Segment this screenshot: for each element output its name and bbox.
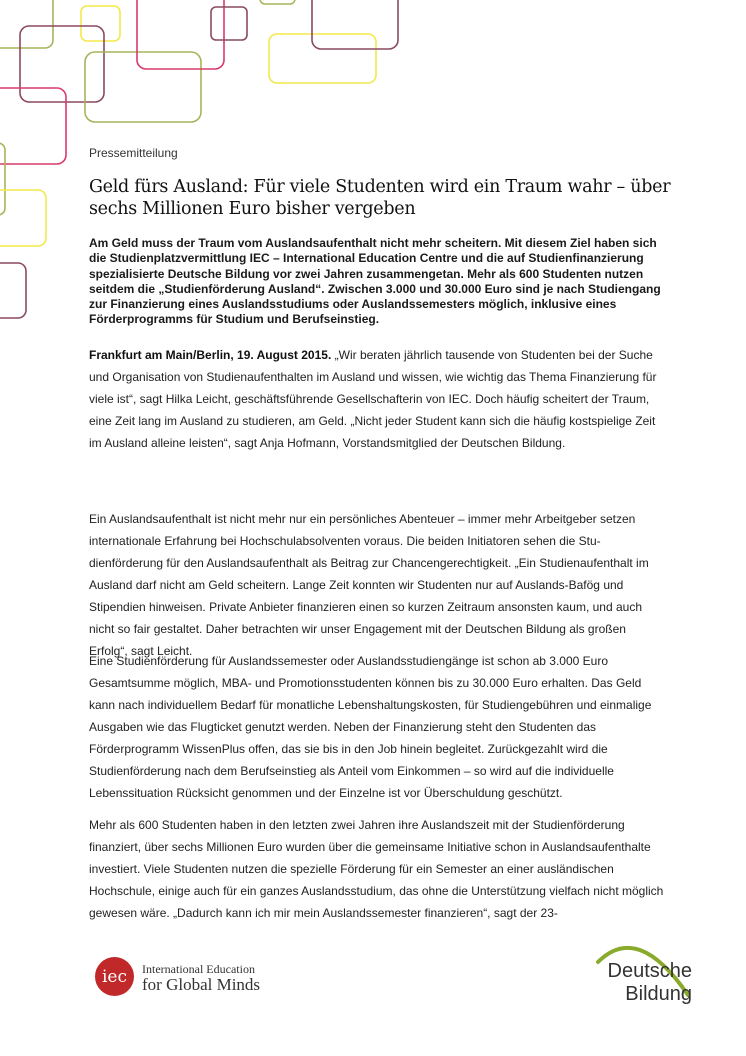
deco-rect <box>81 6 120 41</box>
body-paragraph-2: Ein Auslandsaufenthalt ist nicht mehr nur ein persönliches Abenteuer – immer mehr Arbeitgeber setzen internationale Erfahrung bei Hochschulabsolventen voraus. Die beiden Initiatoren sehen die Studienförderung für den Auslandsaufenthalt als Beitrag zur Chancengerechtigkeit. „Ein Studienaufenthalt im Ausland darf nicht am Geld scheitern. Lange Zeit konnten wir Studenten nur auf Auslands-Bafög und Stipendien hinweisen. Private Anbieter finanzieren einen so kurzen Zeitraum ansonsten kaum, und auch nicht so fair gestaltet. Daher betrachten wir unser Engagement mit der Deutschen Bildung als großen Erfolg“, sagt Leicht. <box>89 512 649 658</box>
body-paragraph-4: Mehr als 600 Studenten haben in den letzten zwei Jahren ihre Auslandszeit mit der Studienförderung finanziert, über sechs Millionen Euro wurden über die gemeinsame Initiative schon in Auslandsaufenthalte investiert. Viele Studenten nutzen die spezielle Förderung für ein Semester an einer ausländischen Hochschule, einige auch für ein ganzes Auslandsstudium, das ohne die Unterstützung vielfach nicht möglich gewesen wäre. „Dadurch kann ich mir mein Auslandssemester finanzieren“, sagt der 23- <box>89 818 664 920</box>
deco-rect <box>0 143 5 215</box>
body-paragraph-1 <box>89 344 664 454</box>
lead-paragraph: Am Geld muss der Traum vom Auslandsaufenthalt nicht mehr scheitern. Mit diesem Ziel haben sich die Studienplatzvermittlung IEC – International Education Centre und die auf Studienfinanzierung spezialisierte Deutsche Bildung vor zwei Jahren zusammengetan. Mehr als 600 Studenten nutzen seitdem die „Studienförderung Ausland“. Zwischen 3.000 und 30.000 Euro sind je nach Studiengang zur Finanzierung eines Auslandsstudiums oder Auslandssemesters möglich, inklusive eines Förderprogramms für Studium und Berufseinstieg. <box>89 236 661 327</box>
document-type-label: Pressemitteilung <box>89 146 178 160</box>
deco-rect <box>0 190 46 246</box>
headline: Geld fürs Ausland: Für viele Studenten wird ein Traum wahr – über sechs Millionen Euro bisher vergeben <box>89 177 671 219</box>
deco-rect <box>0 263 26 318</box>
iec-logo-mark: iec <box>95 957 134 996</box>
dateline: Frankfurt am Main/Berlin, 19. August 2015. <box>89 348 332 362</box>
deco-rect <box>312 0 398 49</box>
body-paragraph-3: Eine Studienförderung für Auslandssemester oder Auslandsstudiengänge ist schon ab 3.000 Euro Gesamtsumme möglich, MBA- und Promotionsstudenten können bis zu 30.000 Euro erhalten. Das Geld kann nach individuellem Bedarf für monatliche Lebenshaltungskosten, für Studiengebühren und einmalige Ausgaben wie das Flugticket genutzt werden. Neben der Finanzierung steht den Studenten das Förderprogramm WissenPlus offen, das sie bis in den Job hinein begleitet. Zurückgezahlt wird die Studienförderung nach dem Berufseinstieg als Anteil vom Einkommen – so wird auf die individuelle Lebenssituation Rücksicht genommen und der Einzelne ist vor Überschuldung geschützt. <box>89 654 652 800</box>
db-logo-line2: Bildung <box>625 983 692 1005</box>
iec-logo-line2: for Global Minds <box>142 974 261 994</box>
deco-rect <box>211 7 247 40</box>
paragraph-text: „Wir beraten jährlich tausende von Studenten bei der Suche und Organisation von Studienaufenthalten im Ausland und wissen, wie wichtig das Thema Finanzierung für viele ist“, sagt Hilka Leicht, geschäftsführende Gesellschafterin von IEC. Doch häufig scheitert der Traum, eine Zeit lang im Ausland zu studieren, am Geld. „Nicht jeder Student kann sich die häufig kostspielige Zeit im Ausland alleine leisten“, sagt Anja Hofmann, Vorstandsmitglied der Deutschen Bildung. <box>89 348 657 450</box>
deco-rect <box>0 0 53 48</box>
deco-rect <box>260 0 295 4</box>
deco-rect <box>269 34 376 83</box>
deutsche-bildung-logo <box>578 940 698 1015</box>
deco-rect <box>85 52 201 122</box>
db-logo-line1: Deutsche <box>607 960 692 982</box>
deco-rect <box>20 26 104 102</box>
iec-logo-line1: International Education <box>142 961 255 976</box>
deco-rect <box>0 88 66 164</box>
iec-logo <box>95 957 260 996</box>
